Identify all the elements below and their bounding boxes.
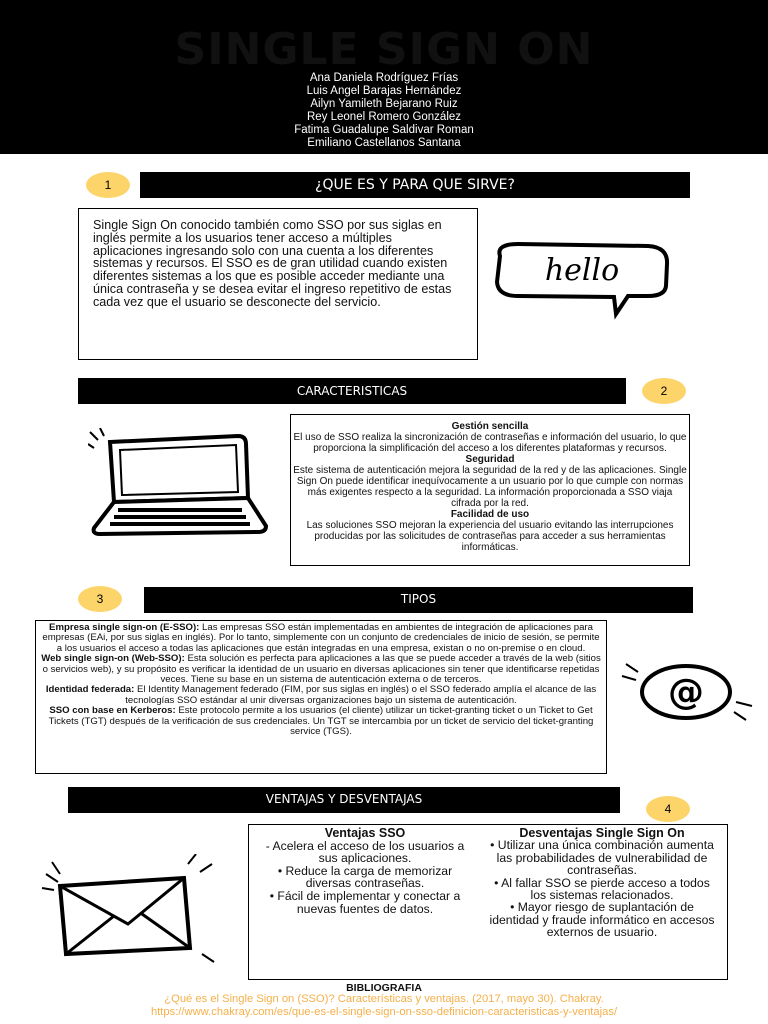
at-symbol-icon [618,656,758,726]
section-number-badge: 4 [646,796,690,822]
section-heading: CARACTERISTICAS [78,378,626,404]
citation-link[interactable]: https://www.chakray.com/es/que-es-el-single-sign-on-sso-definicion-caracteristicas-y-ventajas/ [150,1006,618,1018]
page-title: SINGLE SIGN ON [174,24,594,75]
type-item: SSO con base en Kerberos: Este protocolo permite a los usuarios (el cliente) utilizar un ticket-granting ticket o un Ticket to Get Tickets (TGT) después de la verificación de sus credenciales. Un TGT se intercambia por un ticket de servicio del ticket-granting service (TGS). [48,705,594,738]
author: Fatima Guadalupe Saldivar Roman [294,124,474,136]
pros-cons-box [248,824,728,980]
feature-title: Gestión sencilla [451,421,529,432]
feature-title: Seguridad [465,454,515,465]
type-item: Identidad federada: El Identity Management federado (FIM, por sus siglas en inglés) o el SSO federado amplía el alcance de las tecnologías SSO estándar al unir diversas organizaciones bajo un sistema de autenticación. [45,684,597,706]
section-number-badge: 3 [78,586,122,612]
section-heading: TIPOS [144,587,693,613]
hello-text: hello [544,253,620,288]
bibliography-heading: BIBLIOGRAFIA [346,982,422,994]
pros-title: Ventajas SSO [324,826,406,840]
feature-text: Este sistema de autenticación mejora la seguridad de la red y de las aplicaciones. Single Sign On puede identificar inequívocamente a un usuario por lo que cumple con normas más exigentes respecto a la seguridad. La información proporcionada a SSO viaja cifrada por la red. [293,465,687,509]
definition-text: Single Sign On conocido también como SSO por sus siglas en inglés permite a los usuarios tener acceso a múltiples aplicaciones ingresando solo con una cuenta a los diferentes sistemas y recursos. El SSO es de gran utilidad cuando existen diferentes sistemas a los que es posible acceder mediante una única contraseña y se desea evitar el ingreso repetitivo de estas cada vez que el usuario se desconecte del servicio. [93,218,452,309]
pros-item: • Fácil de implementar y conectar a nuevas fuentes de datos. [269,888,461,916]
feature-text: El uso de SSO realiza la sincronización de contraseñas e información del usuario, lo que proporciona la simplificación del acceso a los diferentes plataformas y recursos. [293,432,687,454]
types-box [35,620,607,774]
hello-speech-bubble-icon [488,238,676,320]
cons-title: Desventajas Single Sign On [519,826,685,840]
pros-item: • Reduce la carga de memorizar diversas contraseñas. [277,863,453,891]
author: Ana Daniela Rodríguez Frías [309,72,459,84]
pros-column [255,827,475,915]
section-heading: VENTAJAS Y DESVENTAJAS [68,787,620,813]
feature-text: Las soluciones SSO mejoran la experiencia del usuario evitando las interrupciones producidas por las solicitudes de contraseñas para acceder a sus herramientas informáticas. [306,520,674,553]
type-item: Web single sign-on (Web-SSO): Esta solución es perfecta para aplicaciones a las que se puede acceder a través de la web (sitios o servicios web), y su propósito es verificar la identidad de un usuario en diversas aplicaciones sin tener que identificarse repetidas veces. Tiene su base en un sistema de autenticación externa o de terceros. [41,653,601,686]
bibliography-entry [0,993,768,1019]
cons-item: • Utilizar una única combinación aumenta las probabilidades de vulnerabilidad de contraseñas. [490,838,714,878]
section-heading: ¿QUE ES Y PARA QUE SIRVE? [140,172,690,198]
at-text: @ [668,672,704,713]
envelope-icon [38,854,228,964]
author: Rey Leonel Romero González [306,111,462,123]
citation-text: ¿Qué es el Single Sign on (SSO)? Características y ventajas. (2017, mayo 30). Chakray. [164,993,604,1005]
type-item: Empresa single sign-on (E-SSO): Las empresas SSO están implementadas en ambientes de integración de aplicaciones para empresas (EAi, por sus siglas en inglés). Por lo tanto, simplemente con un conjunto de credenciales de inicio de sesión, se permite a los usuarios el acceso a todas las aplicaciones que están integradas en una empresa, existan o no on-premise o en cloud. [42,622,600,654]
feature-title: Facilidad de uso [450,509,530,520]
characteristics-box [290,414,690,566]
pros-item: - Acelera el acceso de los usuarios a sus aplicaciones. [265,838,465,866]
cons-item: • Al fallar SSO se pierde acceso a todos los sistemas relacionados. [494,875,710,903]
section-number-badge: 1 [86,172,130,198]
cons-item: • Mayor riesgo de suplantación de identidad y fraude informático en accesos externos de usuario. [489,900,715,940]
section-number-badge: 2 [642,378,686,404]
definition-box [78,208,478,360]
cons-column [485,827,719,939]
laptop-icon [88,428,270,538]
author: Luis Angel Barajas Hernández [306,85,462,97]
author: Emiliano Castellanos Santana [307,137,461,149]
authors-list [0,72,768,150]
author: Ailyn Yamileth Bejarano Ruiz [310,98,458,110]
